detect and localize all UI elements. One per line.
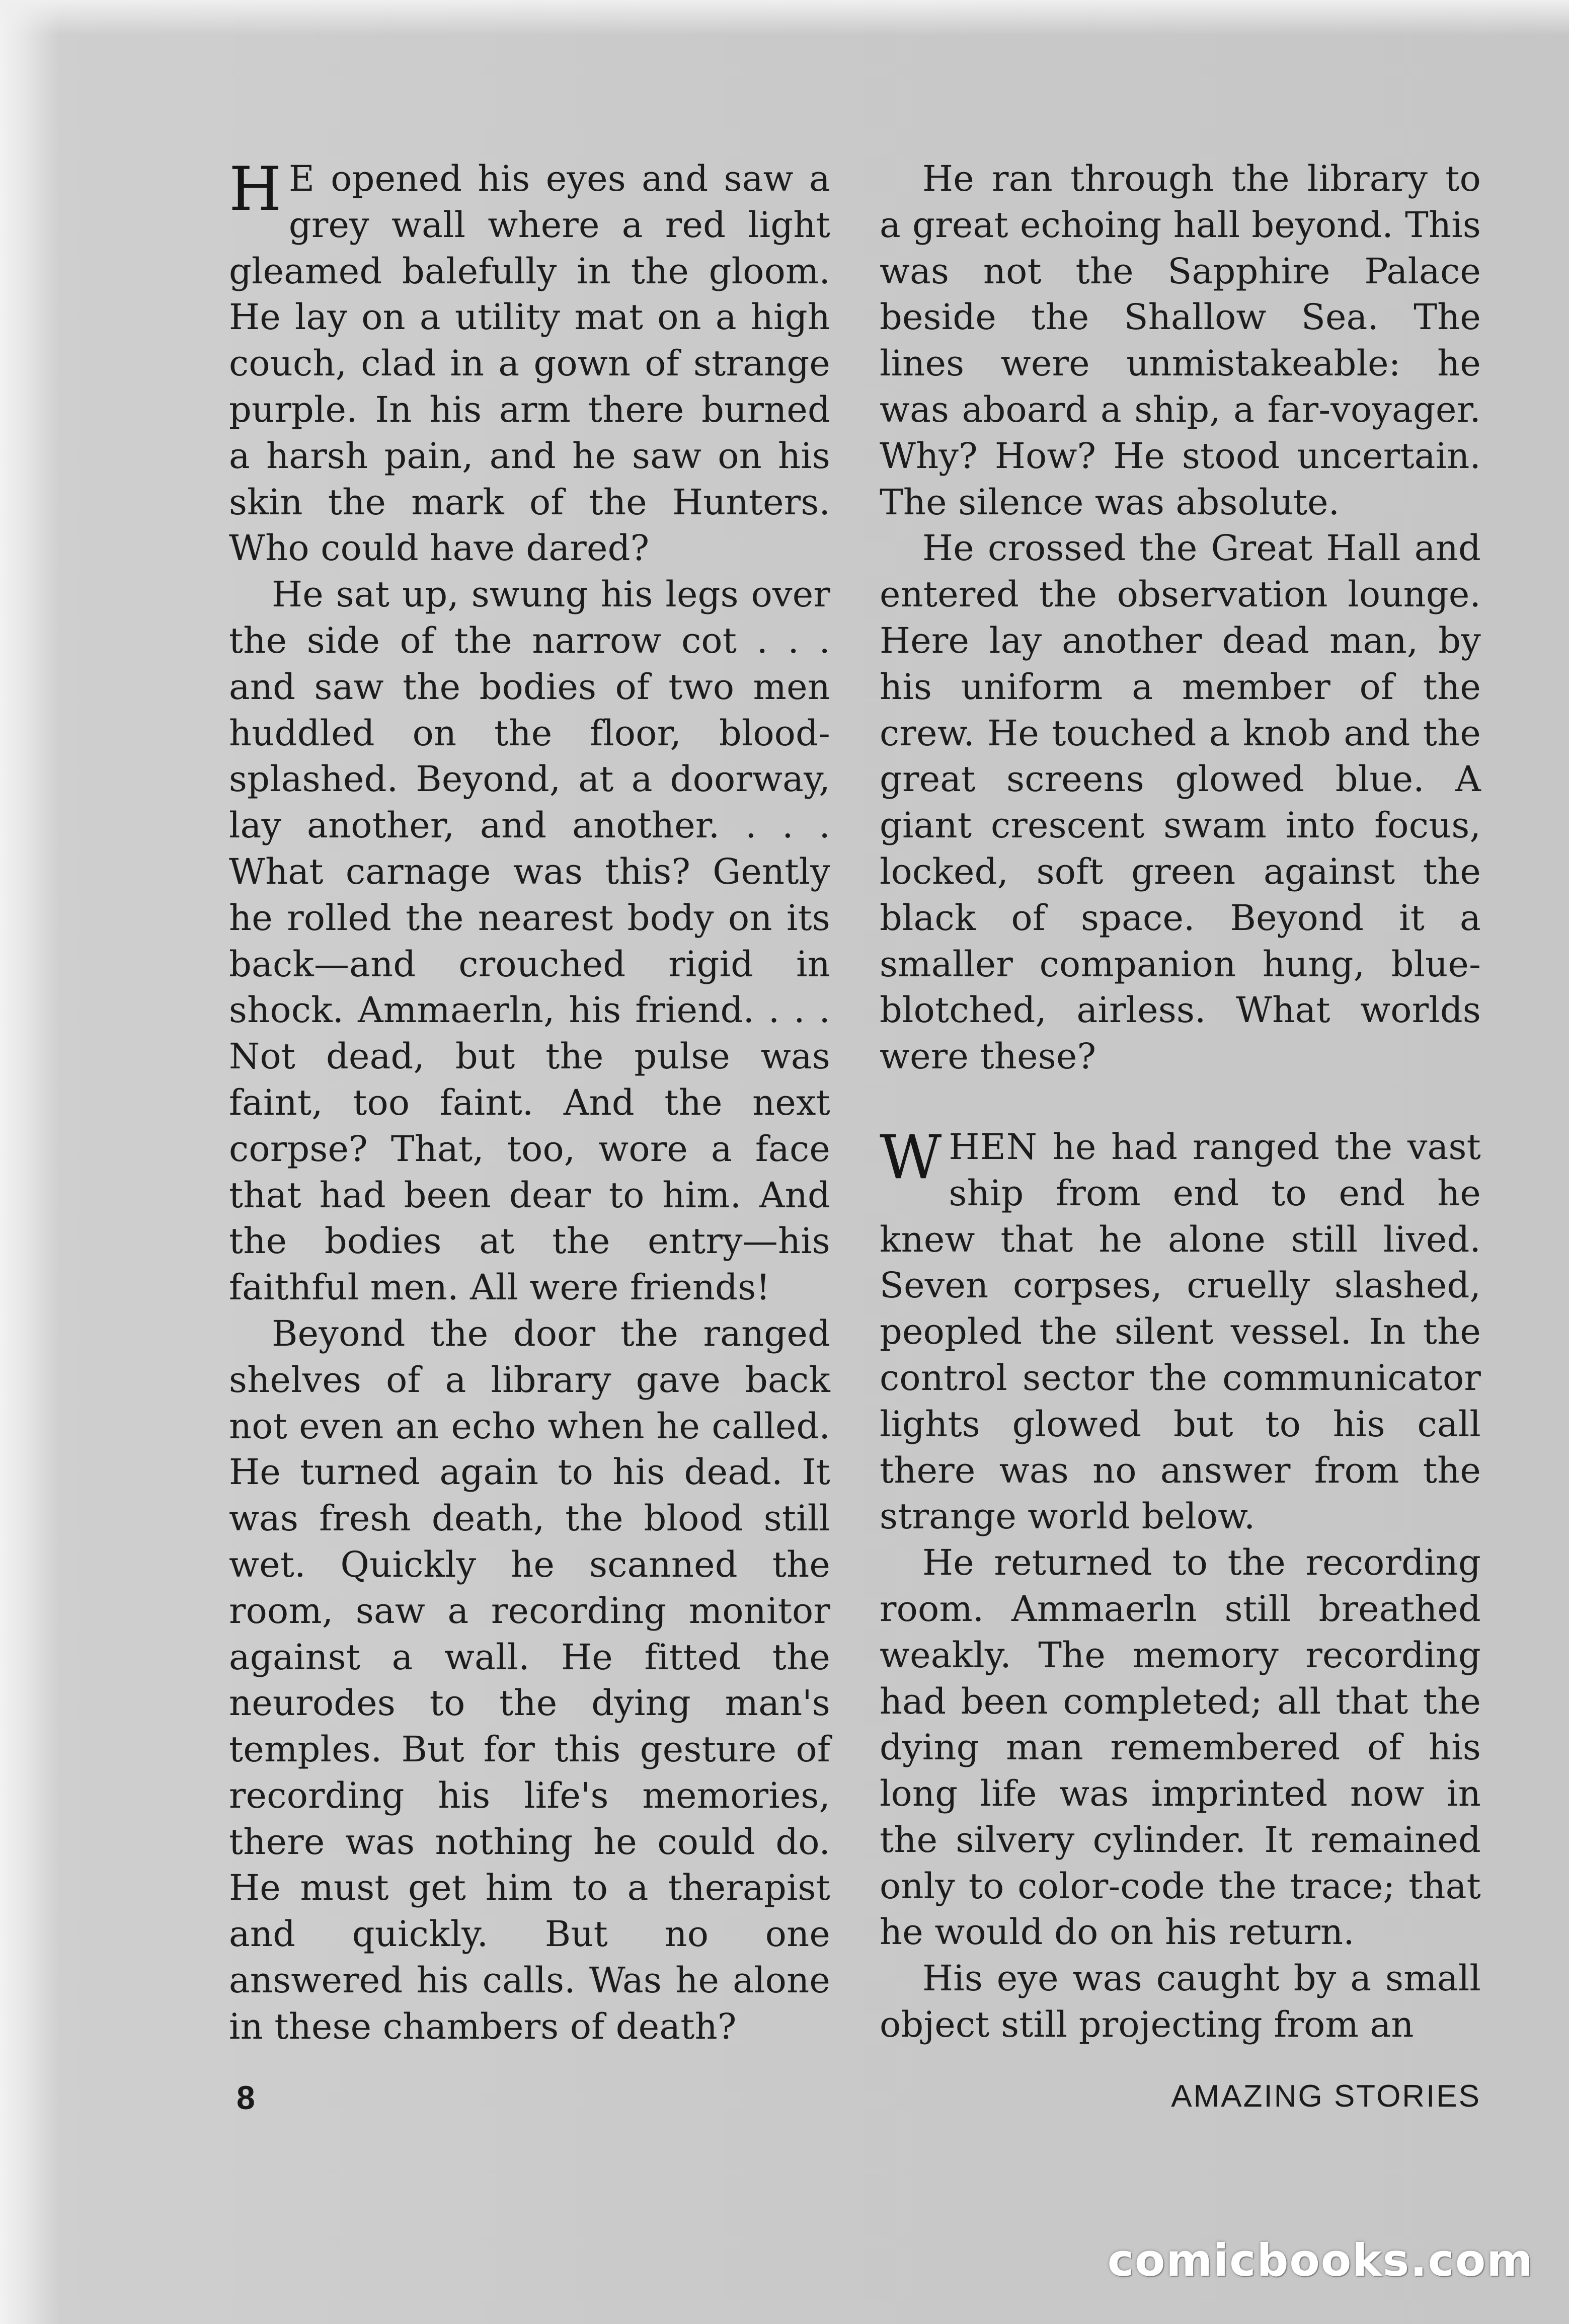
paragraph — [880, 1124, 1481, 1540]
paragraph: He crossed the Great Hall and entered the observation lounge. Here lay another dead man, by his uniform a member of the crew. He touched a knob and the great screens glowed blue. A giant crescent swam into focus, locked, soft green against the black of space. Beyond it a smaller companion hung, blue-blotched, airless. What worlds were these? — [880, 527, 1481, 1077]
paragraph — [229, 156, 830, 572]
drop-cap: W — [880, 1122, 942, 1193]
text-column-left — [229, 156, 830, 2050]
paragraph: He sat up, swung his legs over the side of the narrow cot . . . and saw the bodies of two men huddled on the floor, blood-splashed. Beyond, at a doorway, lay another, and another. . . . What carnage was this? Gently he rolled the nearest body on its back—and crouched rigid in shock. Ammaerln, his friend. . . . Not dead, but the pulse was faint, too faint. And the next corpse? That, too, wore a face that had been dear to him. And the bodies at the entry—his faithful men. All were friends! — [229, 574, 830, 1308]
paragraph: Beyond the door the ranged shelves of a library gave back not even an echo when he called. He turned again to his dead. It was fresh death, the blood still wet. Quickly he scanned the room, saw a recording monitor against a wall. He fitted the neurodes to the dying man's temples. But for this gesture of recording his life's memories, there was nothing he could do. He must get him to a therapist and quickly. But no one answered his calls. Was he alone in these chambers of death? — [229, 1312, 830, 2047]
paragraph: He returned to the recording room. Ammaerln still breathed weakly. The memory recording had been completed; all that the dying man remembered of his long life was imprinted now in the silvery cylinder. It remained only to color-code the trace; that he would do on his return. — [880, 1542, 1481, 1953]
paragraph-text: he had ranged the vast ship from end to end he knew that he alone still lived. Seven corpses, cruelly slashed, peopled the silent vessel. In the control sector the communicator lights glowed but to his call there was no answer from the strange world below. — [880, 1126, 1481, 1537]
drop-cap: H — [229, 154, 282, 224]
watermark: comicbooks.com — [1107, 2234, 1534, 2286]
scan-edge-shadow — [0, 0, 60, 2324]
section-break — [880, 1080, 1481, 1124]
scan-top-shadow — [0, 0, 1569, 35]
page-number: 8 — [237, 2079, 255, 2116]
text-column-right — [880, 156, 1481, 2048]
paragraph: His eye was caught by a small object still projecting from an — [880, 1958, 1481, 2046]
lead-in-caps: E — [288, 158, 315, 199]
running-footer: AMAZING STORIES — [1171, 2079, 1481, 2114]
paragraph-text: opened his eyes and saw a grey wall where a red light gleamed balefully in the gloom. He lay on a utility mat on a high couch, clad in a gown of strange purple. In his arm there burned a harsh pain, and he saw on his skin the mark of the Hunters. Who could have dared? — [229, 158, 830, 569]
lead-in-caps: HEN — [949, 1126, 1038, 1168]
paragraph: He ran through the library to a great echoing hall beyond. This was not the Sapphire Palace beside the Shallow Sea. The lines were unmistakeable: he was aboard a ship, a far-voyager. Why? How? He stood uncertain. The silence was absolute. — [880, 158, 1481, 523]
